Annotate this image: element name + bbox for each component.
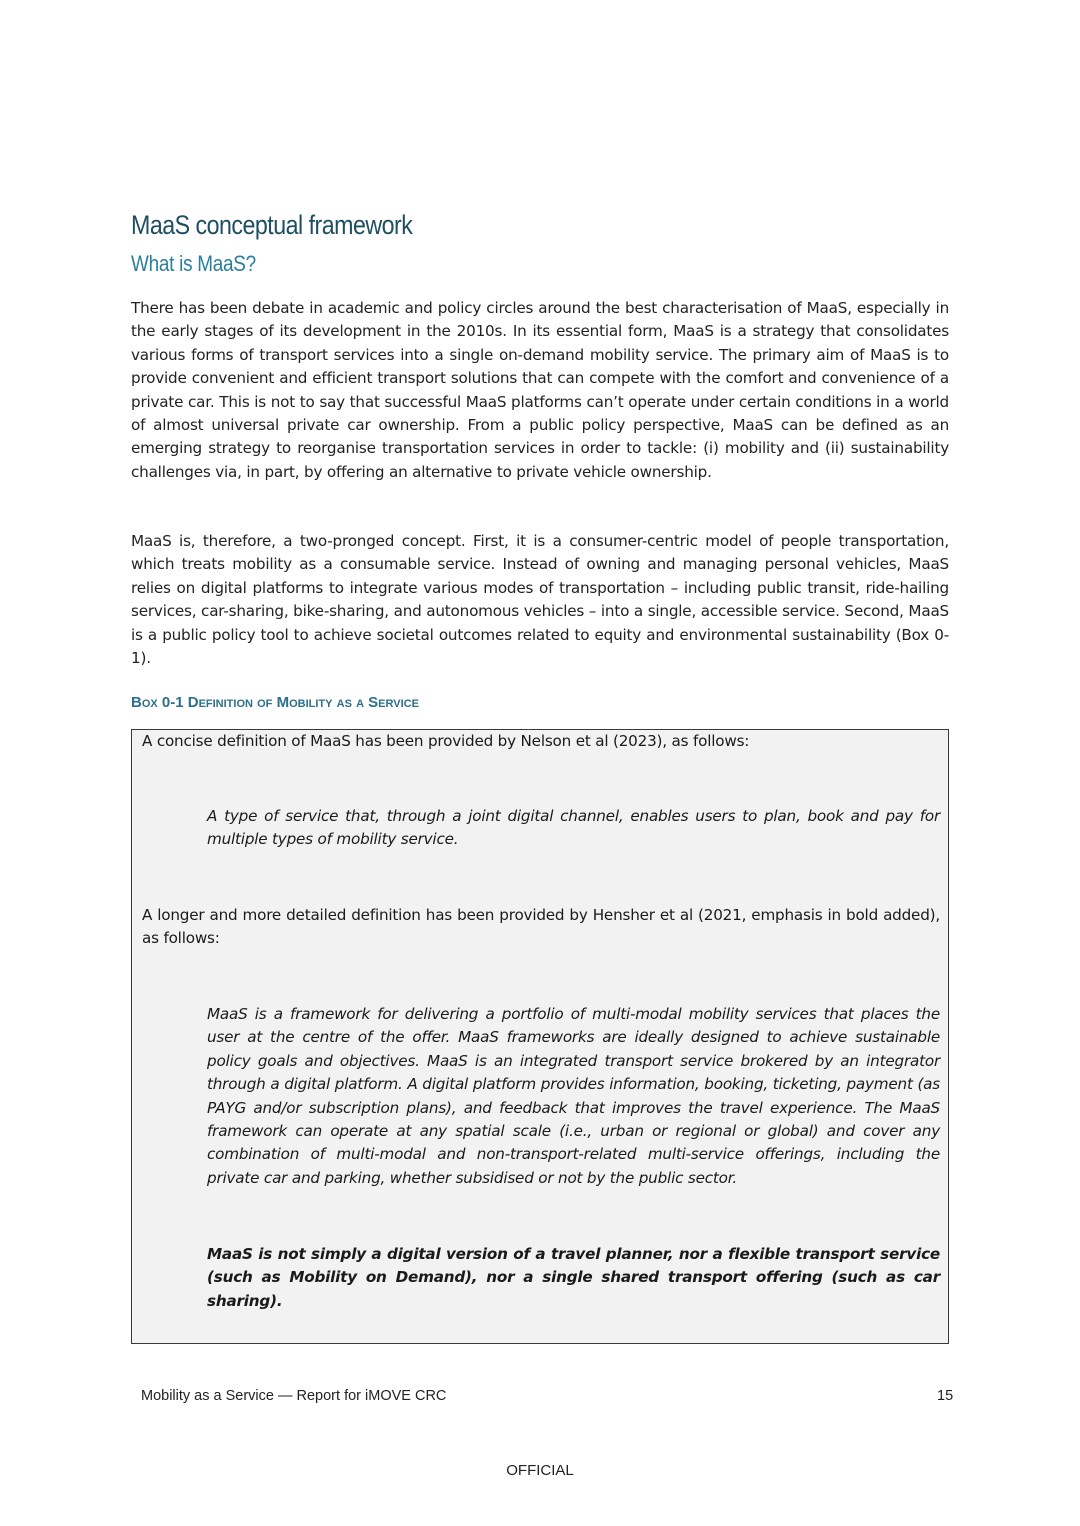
body-paragraph-2: MaaS is, therefore, a two-pronged concept. First, it is a consumer-centric model of people transportation, which treats mobility as a consumable service. Instead of owning and managing personal vehicles, MaaS relies on digital platforms to integrate various modes of transportation – including public transit, ride-hailing services, car-sharing, bike-sharing, and autonomous vehicles – into a single, accessible service. Second, MaaS is a public policy tool to achieve societal outcomes related to equity and environmental sustainability (Box 0-1). [131,532,949,668]
footer-title: Mobility as a Service — Report for iMOVE CRC [141,1388,447,1404]
box-intro-concise: A concise definition of MaaS has been provided by Nelson et al (2023), as follows: [142,732,750,750]
classification-label: OFFICIAL [506,1462,574,1479]
box-quote-detailed: MaaS is a framework for delivering a portfolio of multi-modal mobility services that places the user at the centre of the offer. MaaS frameworks are ideally designed to achieve sustainable policy goals and objectives. MaaS is an integrated transport service brokered by an integrator through a digital platform. A digital platform provides information, booking, ticketing, payment (as PAYG and/or subscription plans), and feedback that improves the travel experience. The MaaS framework can operate at any spatial scale (i.e., urban or regional or global) and cover any combination of multi-modal and non-transport-related multi-service offerings, including the private car and parking, whether subsidised or not by the public sector. [207,1005,940,1187]
box-quote-concise: A type of service that, through a joint digital channel, enables users to plan, book and pay for multiple types of mobility service. [207,807,940,849]
subsection-heading: What is MaaS? [131,251,256,276]
box-caption: Box 0-1 Definition of Mobility as a Service [131,694,419,711]
box-intro-detailed: A longer and more detailed definition has been provided by Hensher et al (2021, emphasis in bold added), as follows: [142,906,940,948]
body-paragraph-1: There has been debate in academic and policy circles around the best characterisation of MaaS, especially in the early stages of its development in the 2010s. In its essential form, MaaS is a strategy that consolidates various forms of transport services into a single on-demand mobility service. The primary aim of MaaS is to provide convenient and efficient transport solutions that can compete with the comfort and convenience of a private car. This is not to say that successful MaaS platforms can’t operate under certain conditions in a world of almost universal private car ownership. From a public policy perspective, MaaS can be defined as an emerging strategy to reorganise transportation services in order to tackle: (i) mobility and (ii) sustainability challenges via, in part, by offering an alternative to private vehicle ownership. [131,299,949,481]
box-quote-bold: MaaS is not simply a digital version of a travel planner, nor a flexible transport service (such as Mobility on Demand), nor a single shared transport offering (such as car sharing). [207,1245,940,1310]
page-number: 15 [937,1388,954,1404]
definition-box [131,729,949,1344]
section-heading: MaaS conceptual framework [131,210,413,240]
